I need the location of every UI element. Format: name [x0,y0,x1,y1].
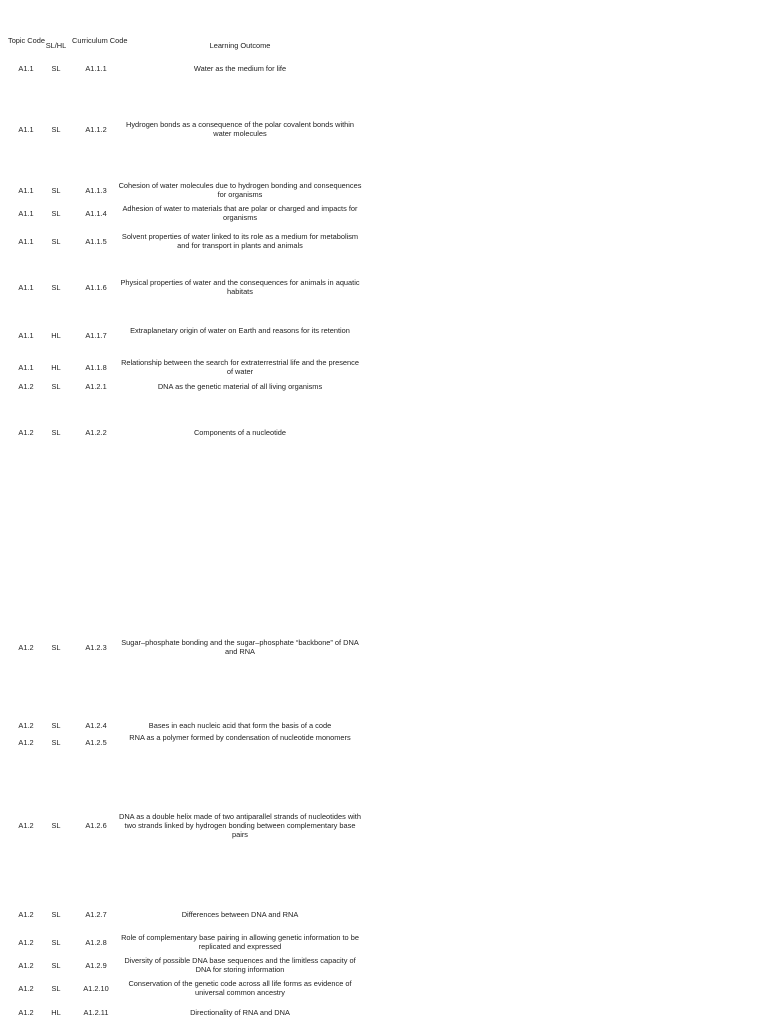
level-cell[interactable]: SL [51,209,61,218]
header-sl-hl[interactable]: SL/HL [45,41,67,50]
curriculum-code-cell[interactable]: A1.1.5 [85,237,107,246]
curriculum-code-cell[interactable]: A1.2.3 [85,643,107,652]
learning-outcome-cell[interactable]: Adhesion of water to materials that are polar or charged and impacts for organisms [122,204,358,222]
curriculum-code-cell[interactable]: A1.1.6 [85,283,107,292]
curriculum-code-cell[interactable]: A1.1.3 [85,186,107,195]
curriculum-code-cell[interactable]: A1.2.9 [85,961,107,970]
topic-code-cell[interactable]: A1.1 [18,237,34,246]
level-cell[interactable]: SL [51,738,61,747]
level-cell[interactable]: SL [51,961,61,970]
level-cell[interactable]: SL [51,910,61,919]
topic-code-cell[interactable]: A1.2 [18,738,34,747]
learning-outcome-cell[interactable]: Directionality of RNA and DNA [190,1008,290,1017]
level-cell[interactable]: SL [51,283,61,292]
level-cell[interactable]: SL [51,721,61,730]
learning-outcome-cell[interactable]: Cohesion of water molecules due to hydrogen bonding and consequences for organisms [118,181,362,199]
learning-outcome-cell[interactable]: Differences between DNA and RNA [181,910,299,919]
level-cell[interactable]: SL [51,938,61,947]
topic-code-cell[interactable]: A1.2 [18,938,34,947]
learning-outcome-cell[interactable]: Extraplanetary origin of water on Earth and reasons for its retention [130,326,350,335]
topic-code-cell[interactable]: A1.1 [18,209,34,218]
topic-code-cell[interactable]: A1.2 [18,721,34,730]
level-cell[interactable]: SL [51,643,61,652]
learning-outcome-cell[interactable]: Role of complementary base pairing in allowing genetic information to be replicated and expressed [121,933,359,951]
level-cell[interactable]: SL [51,428,61,437]
learning-outcome-cell[interactable]: Diversity of possible DNA base sequences and the limitless capacity of DNA for storing information [124,956,356,974]
topic-code-cell[interactable]: A1.1 [18,363,34,372]
curriculum-code-cell[interactable]: A1.2.6 [85,821,107,830]
topic-code-cell[interactable]: A1.2 [18,382,34,391]
learning-outcome-cell[interactable]: DNA as the genetic material of all living organisms [157,382,323,391]
level-cell[interactable]: HL [51,1008,61,1017]
learning-outcome-cell[interactable]: Solvent properties of water linked to its role as a medium for metabolism and for transport in plants and animals [121,232,359,250]
topic-code-cell[interactable]: A1.2 [18,910,34,919]
learning-outcome-cell[interactable]: DNA as a double helix made of two antiparallel strands of nucleotides with two strands linked by hydrogen bonding between complementary base pairs [119,812,361,839]
topic-code-cell[interactable]: A1.1 [18,283,34,292]
curriculum-code-cell[interactable]: A1.2.5 [85,738,107,747]
topic-code-cell[interactable]: A1.2 [18,984,34,993]
topic-code-cell[interactable]: A1.2 [18,428,34,437]
curriculum-code-cell[interactable]: A1.2.11 [83,1008,109,1017]
curriculum-code-cell[interactable]: A1.1.4 [85,209,107,218]
curriculum-code-cell[interactable]: A1.2.1 [85,382,107,391]
topic-code-cell[interactable]: A1.1 [18,331,34,340]
learning-outcome-cell[interactable]: Water as the medium for life [193,64,287,73]
curriculum-code-cell[interactable]: A1.1.8 [85,363,107,372]
learning-outcome-cell[interactable]: Conservation of the genetic code across all life forms as evidence of universal common ancestry [128,979,352,997]
curriculum-code-cell[interactable]: A1.2.4 [85,721,107,730]
level-cell[interactable]: SL [51,186,61,195]
learning-outcome-cell[interactable]: RNA as a polymer formed by condensation of nucleotide monomers [129,733,351,742]
learning-outcome-cell[interactable]: Bases in each nucleic acid that form the basis of a code [148,721,332,730]
learning-outcome-cell[interactable]: Components of a nucleotide [193,428,287,437]
curriculum-code-cell[interactable]: A1.2.10 [83,984,109,993]
topic-code-cell[interactable]: A1.2 [18,1008,34,1017]
learning-outcome-cell[interactable]: Hydrogen bonds as a consequence of the polar covalent bonds within water molecules [125,120,355,138]
level-cell[interactable]: SL [51,64,61,73]
header-topic-code[interactable]: Topic Code [8,36,45,45]
level-cell[interactable]: HL [51,363,61,372]
level-cell[interactable]: SL [51,382,61,391]
curriculum-code-cell[interactable]: A1.2.8 [85,938,107,947]
curriculum-code-cell[interactable]: A1.2.7 [85,910,107,919]
curriculum-code-cell[interactable]: A1.1.2 [85,125,107,134]
level-cell[interactable]: HL [51,331,61,340]
topic-code-cell[interactable]: A1.2 [18,961,34,970]
curriculum-code-cell[interactable]: A1.1.1 [85,64,107,73]
topic-code-cell[interactable]: A1.1 [18,64,34,73]
level-cell[interactable]: SL [51,125,61,134]
learning-outcome-cell[interactable]: Sugar–phosphate bonding and the sugar–phosphate “backbone” of DNA and RNA [121,638,359,656]
learning-outcome-cell[interactable]: Physical properties of water and the consequences for animals in aquatic habitats [120,278,360,296]
curriculum-code-cell[interactable]: A1.2.2 [85,428,107,437]
learning-outcome-cell[interactable]: Relationship between the search for extraterrestrial life and the presence of water [121,358,359,376]
topic-code-cell[interactable]: A1.2 [18,821,34,830]
topic-code-cell[interactable]: A1.1 [18,125,34,134]
level-cell[interactable]: SL [51,237,61,246]
topic-code-cell[interactable]: A1.2 [18,643,34,652]
header-learning-outcome[interactable]: Learning Outcome [209,41,271,50]
topic-code-cell[interactable]: A1.1 [18,186,34,195]
curriculum-code-cell[interactable]: A1.1.7 [85,331,107,340]
level-cell[interactable]: SL [51,984,61,993]
header-curriculum-code[interactable]: Curriculum Code [72,36,128,45]
level-cell[interactable]: SL [51,821,61,830]
